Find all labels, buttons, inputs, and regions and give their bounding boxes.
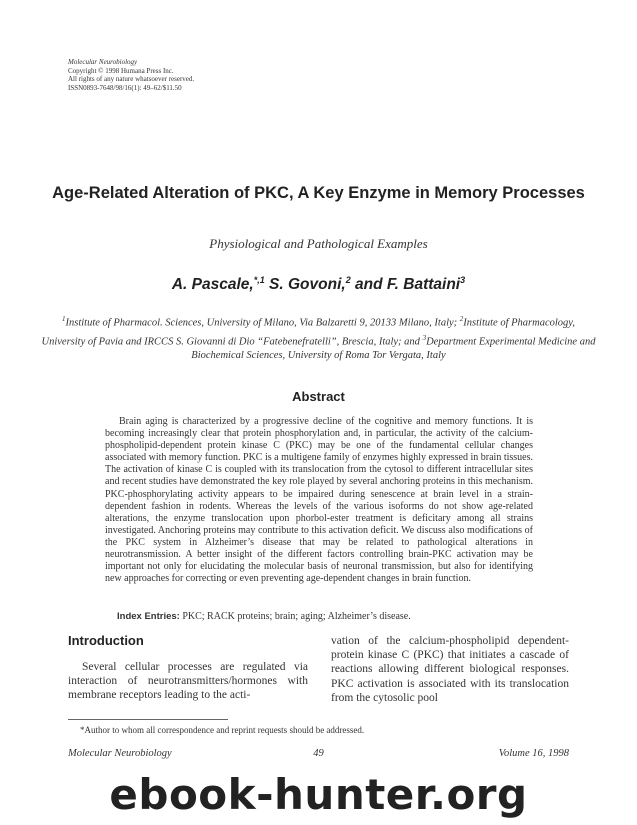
watermark: ebook-hunter.org [109,770,528,819]
article-subtitle: Physiological and Pathological Examples [209,236,428,251]
author-pascale: A. Pascale, [171,276,254,294]
author-pascale-mark: *,1 [253,275,265,285]
author-conjunction: and [355,276,383,294]
author-govoni-mark: 2 [345,275,351,285]
affiliation-3-mark: 3 [422,333,427,342]
affiliation-2-mark: 2 [459,315,464,323]
author-list [0,275,637,294]
footer-journal: Molecular Neurobiology [68,748,172,759]
index-entries-label: Index Entries: [117,611,180,622]
copyright-line: Copyright © 1998 Humana Press Inc. [68,66,174,75]
affiliation-2: Institute of Pharmacology, University of Pavia and IRCCS S. Giovanni di Dio “Fatebenefratelli”, Brescia, Italy; and [41,317,575,347]
author-battaini: F. Battaini [386,276,461,294]
journal-name: Molecular Neurobiology [68,58,138,66]
abstract-body: Brain aging is characterized by a progressive decline of the cognitive and memory functions. It is becoming increasingly clear that protein phosphorylation and, in particular, the activity of the calcium-phospholipid-dependent protein kinase C (PKC) may be one of the fundamental cellular changes associated with memory function. PKC is a multigene family of enzymes highly expressed in brain tissues. The activation of kinase C is coupled with its translocation from the cytosol to different intracellular sites and recent studies have demonstrated the key role played by several anchoring proteins in this mechanism. PKC-phosphorylating activity appears to be impaired during senescence at brain level in a strain-dependent fashion in rodents. Whereas the levels of the various isoforms do not show age-related alterations, the enzyme translocation upon phorbol-ester treatment is deficitary among all strains investigated. Anchoring proteins may contribute to this activation deficit. We discuss also modifications of the PKC system in Alzheimer’s disease that may be related to pathological alterations in neurotransmission. A better insight of the different factors controlling brain-PKC activation may be important not only for elucidating the molecular basis of neuronal transmission, but also for identifying new approaches for correcting or even preventing age-dependent changes in brain function. [105,416,533,585]
abstract-heading: Abstract [292,389,345,404]
affiliation-1: Institute of Pharmacol. Sciences, University of Milano, Via Balzaretti 9, 20133 Milano, Italy; [65,317,458,329]
index-entries-text: PKC; RACK proteins; brain; aging; Alzheimer’s disease. [182,611,411,622]
page-number: 49 [313,748,324,759]
introduction-heading: Introduction [68,633,144,648]
correspondence-footnote: *Author to whom all correspondence and reprint requests should be addressed. [80,725,365,735]
issn-line: ISSN0893-7648/98/16(1): 49–62/$11.50 [68,83,182,92]
author-battaini-mark: 3 [460,275,466,285]
affiliation-1-mark: 1 [62,315,66,323]
index-entries [117,611,411,622]
journal-header [68,58,194,92]
article-title: Age-Related Alteration of PKC, A Key Enzyme in Memory Processes [52,184,585,202]
introduction-right-column: vation of the calcium-phospholipid dependent-protein kinase C (PKC) that initiates a cascade of reactions allowing different biological responses. PKC activation is associated with its translocation from the cytosolic pool [331,635,569,704]
footnote-divider [68,719,228,720]
author-govoni: S. Govoni, [269,276,346,294]
rights-line: All rights of any nature whatsoever reserved. [68,75,195,84]
affiliation-3: Department Experimental Medicine and Biochemical Sciences, University of Roma Tor Vergata, Italy [191,336,596,361]
footer-volume: Volume 16, 1998 [498,748,569,759]
introduction-left-column: Several cellular processes are regulated via interaction of neurotransmitters/hormones with membrane receptors leading to the acti- [68,661,308,702]
affiliations [40,312,597,363]
